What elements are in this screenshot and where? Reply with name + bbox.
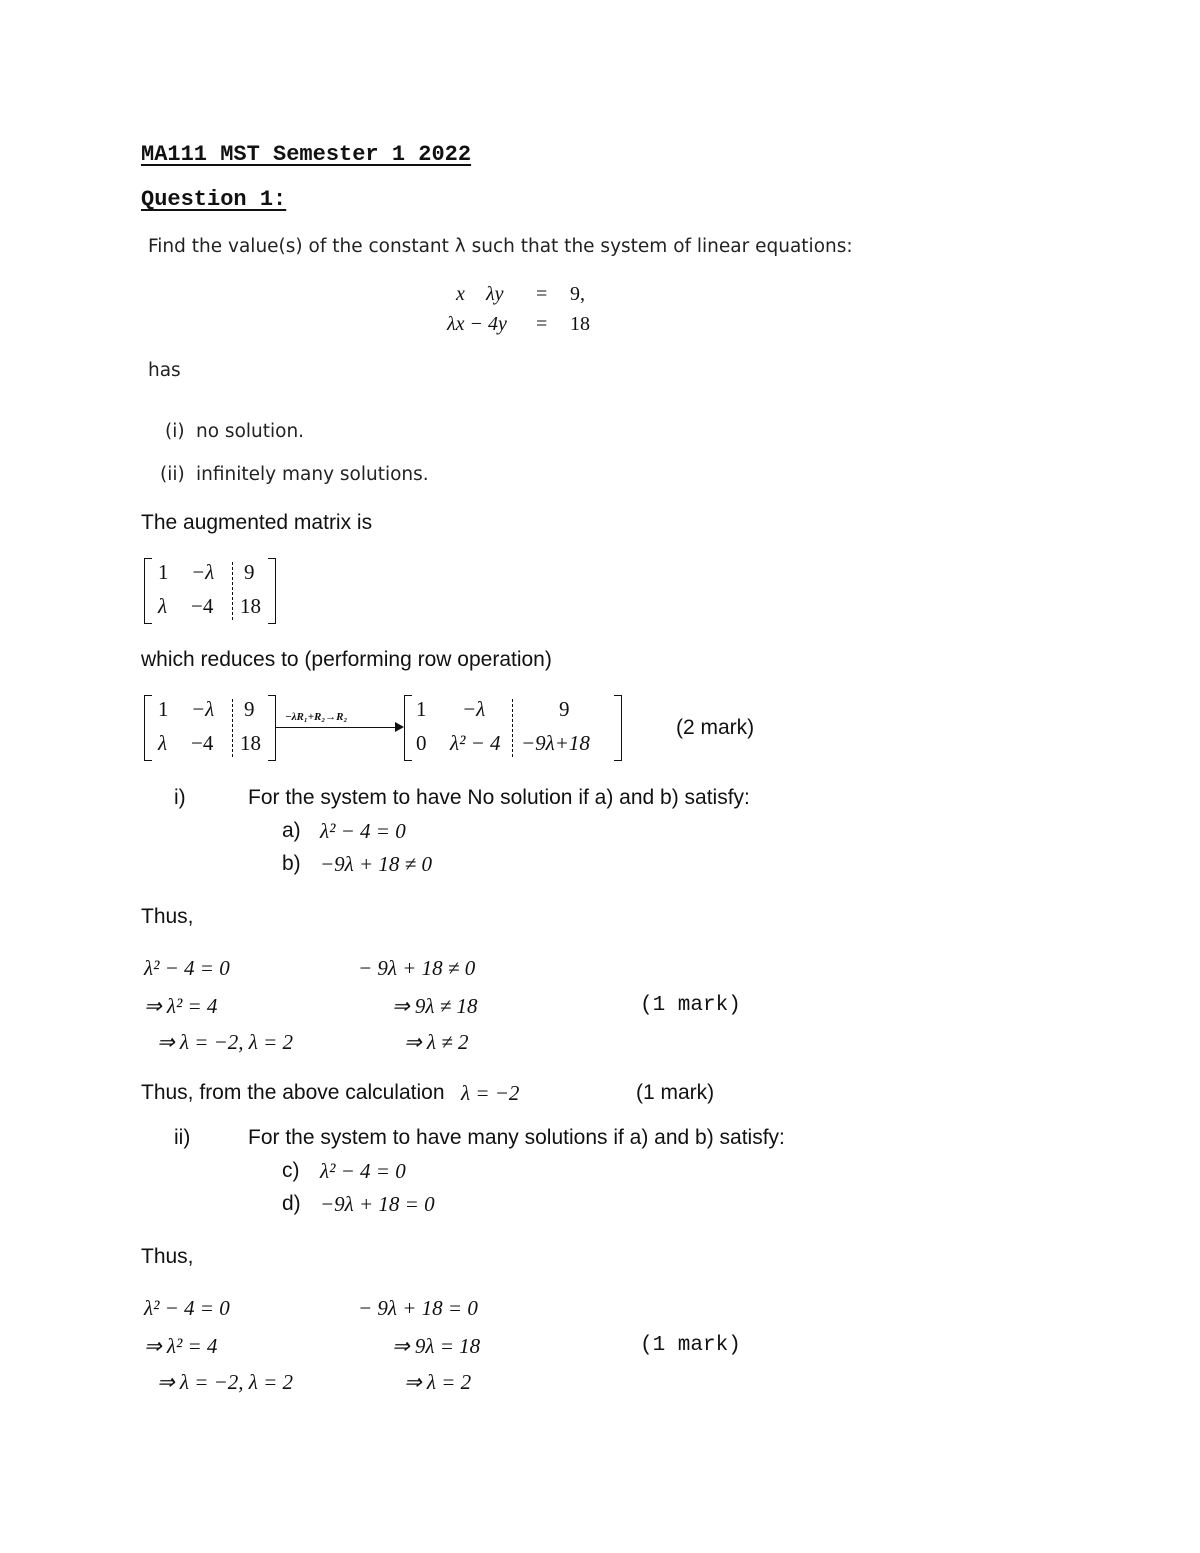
matrix-cell: λ bbox=[158, 731, 168, 755]
part-ii-num: ii) bbox=[174, 1126, 191, 1149]
matrix-before bbox=[144, 695, 276, 761]
matrix-cell: 9 bbox=[244, 697, 255, 721]
question-prompt: Find the value(s) of the constant λ such that the system of linear equations: bbox=[148, 236, 853, 257]
part-i-text: For the system to have No solution if a) and b) satisfy: bbox=[248, 786, 750, 809]
work-right: ⇒ 9λ = 18 bbox=[392, 1334, 481, 1358]
matrix-bracket-left bbox=[144, 695, 152, 761]
arrow-head-icon bbox=[395, 722, 404, 732]
cond-a-label: a) bbox=[282, 819, 301, 842]
matrix-bracket-right bbox=[268, 558, 276, 624]
cond-b-label: b) bbox=[282, 852, 301, 875]
part-ii-thus: Thus, bbox=[141, 1245, 194, 1268]
matrix-bracket-left bbox=[404, 695, 412, 761]
part-i-num: i) bbox=[174, 786, 186, 809]
matrix-cell: 0 bbox=[416, 731, 427, 755]
page-title: MA111 MST Semester 1 2022 bbox=[141, 142, 472, 167]
eq2-lhs: λx − 4y bbox=[447, 313, 507, 335]
matrix-cell: 18 bbox=[240, 731, 261, 755]
matrix-divider bbox=[232, 562, 233, 620]
cond-c-label: c) bbox=[282, 1159, 300, 1182]
augmented-matrix bbox=[144, 558, 276, 624]
eq2-rel: = bbox=[536, 313, 548, 335]
matrix-divider bbox=[512, 699, 513, 757]
cond-d-expr: −9λ + 18 = 0 bbox=[320, 1192, 435, 1216]
cond-d-label: d) bbox=[282, 1192, 301, 1215]
matrix-cell: 1 bbox=[158, 560, 169, 584]
matrix-cell: λ² − 4 bbox=[450, 731, 501, 755]
work-left: ⇒ λ = −2, λ = 2 bbox=[157, 1030, 294, 1054]
item-ii-num: (ii) bbox=[160, 464, 185, 485]
part-i-conclusion-mark: (1 mark) bbox=[636, 1081, 715, 1104]
work-right: ⇒ λ = 2 bbox=[404, 1370, 472, 1394]
eq2-rhs: 18 bbox=[570, 313, 590, 335]
work-right: − 9λ + 18 ≠ 0 bbox=[358, 956, 476, 980]
part-i-conclusion: Thus, from the above calculation bbox=[141, 1081, 445, 1104]
work-left: ⇒ λ = −2, λ = 2 bbox=[157, 1370, 294, 1394]
eq1-lhs-x: x bbox=[456, 283, 465, 305]
matrix-cell: −4 bbox=[191, 731, 214, 755]
reduces-intro: which reduces to (performing row operation) bbox=[141, 648, 552, 671]
part-i-conclusion-expr: λ = −2 bbox=[461, 1081, 520, 1105]
matrix-cell: 9 bbox=[559, 697, 570, 721]
work-left: ⇒ λ² = 4 bbox=[144, 994, 218, 1018]
work-right: − 9λ + 18 = 0 bbox=[358, 1296, 478, 1320]
matrix-cell: λ bbox=[158, 594, 168, 618]
cond-b-expr: −9λ + 18 ≠ 0 bbox=[320, 852, 432, 876]
eq1-rel: = bbox=[536, 283, 548, 305]
matrix-cell: −9λ+18 bbox=[521, 731, 590, 755]
matrix-bracket-right bbox=[614, 695, 622, 761]
cond-c-expr: λ² − 4 = 0 bbox=[320, 1159, 406, 1183]
work-right: ⇒ λ ≠ 2 bbox=[404, 1030, 469, 1054]
row-operation-label: −λR₁+R₂→R₂ bbox=[285, 711, 348, 723]
matrix-bracket-right bbox=[268, 695, 276, 761]
matrix-divider bbox=[232, 699, 233, 757]
work-right: ⇒ 9λ ≠ 18 bbox=[392, 994, 478, 1018]
cond-a-expr: λ² − 4 = 0 bbox=[320, 819, 406, 843]
matrix-cell: 1 bbox=[416, 697, 427, 721]
work-left: λ² − 4 = 0 bbox=[144, 1296, 230, 1320]
row-operation-arrow bbox=[276, 727, 395, 728]
work-left: λ² − 4 = 0 bbox=[144, 956, 230, 980]
matrix-cell: −λ bbox=[462, 697, 486, 721]
work-mark: (1 mark) bbox=[640, 994, 741, 1017]
matrix-after bbox=[404, 695, 622, 761]
part-i-thus: Thus, bbox=[141, 905, 194, 928]
has-label: has bbox=[148, 360, 181, 381]
eq1-rhs: 9, bbox=[570, 283, 585, 305]
work-left: ⇒ λ² = 4 bbox=[144, 1334, 218, 1358]
matrix-cell: 18 bbox=[240, 594, 261, 618]
matrix-bracket-left bbox=[144, 558, 152, 624]
item-ii-text: infinitely many solutions. bbox=[196, 464, 429, 485]
augmented-intro: The augmented matrix is bbox=[141, 511, 373, 534]
eq1-lhs-ly: λy bbox=[486, 283, 504, 305]
matrix-cell: −4 bbox=[191, 594, 214, 618]
matrix-cell: −λ bbox=[191, 697, 215, 721]
mark-reduce: (2 mark) bbox=[676, 716, 755, 739]
item-i-num: (i) bbox=[165, 421, 185, 442]
matrix-cell: 1 bbox=[158, 697, 169, 721]
part-ii-text: For the system to have many solutions if a) and b) satisfy: bbox=[248, 1126, 785, 1149]
work-mark: (1 mark) bbox=[640, 1334, 741, 1357]
item-i-text: no solution. bbox=[196, 421, 305, 442]
matrix-cell: 9 bbox=[244, 560, 255, 584]
question-heading: Question 1: bbox=[141, 187, 287, 212]
matrix-cell: −λ bbox=[191, 560, 215, 584]
